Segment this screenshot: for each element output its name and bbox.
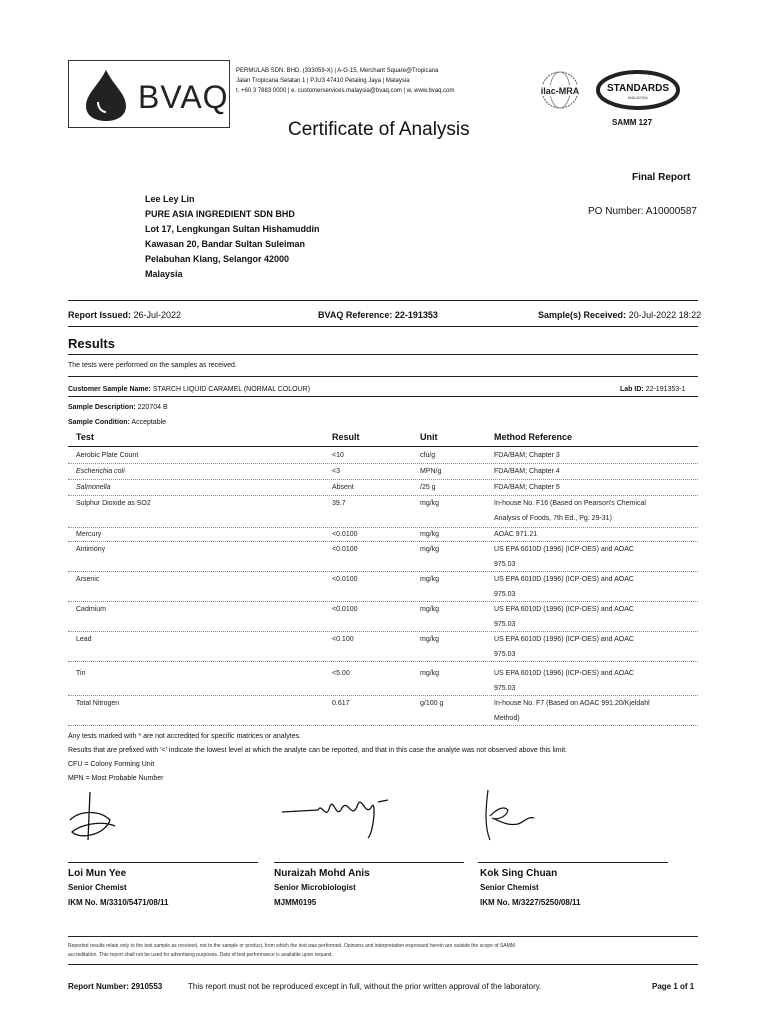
test-unit: mg/kg bbox=[420, 606, 440, 613]
test-unit: mg/kg bbox=[420, 636, 440, 643]
test-method: FDA/BAM; Chapter 4 bbox=[494, 468, 560, 475]
bvaq-reference-label: BVAQ Reference: bbox=[318, 310, 393, 320]
test-result: Absent bbox=[332, 484, 354, 491]
row-divider bbox=[68, 479, 698, 480]
test-method: US EPA 6010D (1996) (ICP-OES) and AOAC bbox=[494, 670, 634, 677]
results-heading: Results bbox=[68, 336, 115, 351]
lab-address-line: Jalan Tropicana Selatan 1 | PJU3 47410 Petaling Jaya | Malaysia bbox=[236, 78, 410, 84]
test-method-cont: Analysis of Foods, 7th Ed., Pg. 29-31) bbox=[494, 515, 612, 522]
test-name: Total Nitrogen bbox=[76, 700, 120, 707]
note-line: CFU = Colony Forming Unit bbox=[68, 761, 155, 768]
row-divider bbox=[68, 661, 698, 662]
test-result: <0.0100 bbox=[332, 606, 358, 613]
customer-line: PURE ASIA INGREDIENT SDN BHD bbox=[145, 209, 295, 219]
customer-sample-name bbox=[68, 384, 310, 395]
ilac-label: ilac-MRA bbox=[540, 86, 580, 96]
note-line: Results that are prefixed with '<' indicate the lowest level at which the analyte can be reported, and that in this case the analyte was not observed above this limit. bbox=[68, 747, 567, 754]
samples-received bbox=[538, 310, 701, 321]
signatory-block bbox=[68, 868, 169, 907]
test-method: US EPA 6010D (1996) (ICP-OES) and AOAC bbox=[494, 546, 634, 553]
lab-address bbox=[236, 66, 454, 96]
row-divider bbox=[68, 463, 698, 464]
report-number: Report Number: 2910553 bbox=[68, 982, 163, 991]
standards-malaysia-logo-icon bbox=[596, 70, 680, 110]
page-number: Page 1 of 1 bbox=[652, 982, 695, 991]
bvaq-drop-logo-icon bbox=[78, 68, 134, 122]
test-method-cont: Method) bbox=[494, 715, 520, 722]
test-result: 39.7 bbox=[332, 500, 346, 507]
test-name: Antimony bbox=[76, 546, 106, 553]
signature-line bbox=[68, 862, 258, 863]
lab-address-line: t. +60 3 7883 0000 | e. customerservices.malaysia@bvaq.com | w. www.bvaq.com bbox=[236, 88, 455, 94]
customer-line: Pelabuhan Klang, Selangor 42000 bbox=[145, 254, 290, 264]
signatory-reg: IKM No. M/3310/5471/08/11 bbox=[68, 898, 169, 907]
sample-condition bbox=[68, 417, 166, 428]
sample-condition-value: Acceptable bbox=[131, 419, 167, 426]
samm-number: SAMM 127 bbox=[612, 118, 653, 127]
notes bbox=[68, 730, 567, 786]
test-method: FDA/BAM; Chapter 5 bbox=[494, 484, 560, 491]
divider bbox=[68, 376, 698, 377]
note-line: MPN = Most Probable Number bbox=[68, 775, 164, 782]
bvaq-reference-value: 22-191353 bbox=[394, 310, 438, 320]
test-result: 0.617 bbox=[332, 700, 350, 707]
signatory-role: Senior Chemist bbox=[68, 883, 127, 892]
test-result: <5.00 bbox=[332, 670, 350, 677]
test-method: US EPA 6010D (1996) (ICP-OES) and AOAC bbox=[494, 606, 634, 613]
document-title: Certificate of Analysis bbox=[288, 119, 470, 140]
test-unit: mg/kg bbox=[420, 500, 440, 507]
sample-name-value: STARCH LIQUID CARAMEL (NORMAL COLOUR) bbox=[152, 386, 311, 393]
test-name: Salmonella bbox=[76, 484, 111, 491]
final-report-label: Final Report bbox=[632, 172, 691, 183]
customer-line: Lot 17, Lengkungan Sultan Hishamuddin bbox=[145, 224, 320, 234]
test-method: US EPA 6010D (1996) (ICP-OES) and AOAC bbox=[494, 636, 634, 643]
test-result: <0.100 bbox=[332, 636, 354, 643]
signatory-block bbox=[274, 868, 370, 907]
sample-name-label: Customer Sample Name: bbox=[68, 386, 151, 393]
test-result: <0.0100 bbox=[332, 531, 358, 538]
test-result: <3 bbox=[332, 468, 340, 475]
table-header-row bbox=[68, 430, 698, 446]
row-divider bbox=[68, 527, 698, 528]
performed-note: The tests were performed on the samples as received. bbox=[68, 362, 237, 369]
po-number: PO Number: A10000587 bbox=[588, 206, 697, 217]
column-header-test: Test bbox=[76, 432, 94, 442]
test-result: <10 bbox=[332, 452, 344, 459]
column-header-method: Method Reference bbox=[494, 432, 573, 442]
sample-description-value: 220704 B bbox=[137, 404, 168, 411]
disclaimer-line: Reported results relate only to the test sample as received, not to the sample or product, from which the test was performed. Opinions and interpretation expressed herein are outside the scope of SAMM bbox=[68, 943, 515, 949]
test-result: <0.0100 bbox=[332, 546, 358, 553]
signatory-name: Kok Sing Chuan bbox=[480, 868, 558, 879]
note-line: Any tests marked with * are not accredited for specific matrices or analytes. bbox=[68, 733, 302, 740]
test-method-cont: 975.03 bbox=[494, 561, 516, 568]
column-header-result: Result bbox=[332, 432, 360, 442]
samples-received-value: 20-Jul-2022 18:22 bbox=[628, 310, 702, 320]
divider bbox=[68, 446, 698, 447]
report-issued bbox=[68, 310, 181, 321]
test-method: AOAC 971.21 bbox=[494, 531, 538, 538]
divider bbox=[68, 300, 698, 301]
standards-label: STANDARDS bbox=[606, 83, 670, 94]
test-name: Tin bbox=[76, 670, 86, 677]
sample-description bbox=[68, 402, 168, 413]
signatory-role: Senior Chemist bbox=[480, 883, 539, 892]
test-unit: g/100 g bbox=[420, 700, 444, 707]
signatory-name: Nuraizah Mohd Anis bbox=[274, 868, 370, 879]
report-issued-value: 26-Jul-2022 bbox=[133, 310, 182, 320]
test-name: Aerobic Plate Count bbox=[76, 452, 139, 459]
test-method-cont: 975.03 bbox=[494, 651, 516, 658]
disclaimer bbox=[68, 942, 698, 960]
disclaimer-line: accreditation. This report shall not be used for advertising purposes. Date of test performance is available upon request. bbox=[68, 952, 333, 958]
test-unit: /25 g bbox=[420, 484, 436, 491]
signature-line bbox=[274, 862, 464, 863]
ilac-mra-logo-icon bbox=[530, 70, 590, 110]
lab-id bbox=[620, 384, 685, 395]
reproduction-note: This report must not be reproduced except in full, without the prior written approval of the laboratory. bbox=[188, 982, 542, 991]
standards-sub: MALAYSIA bbox=[628, 95, 648, 100]
test-result: <0.0100 bbox=[332, 576, 358, 583]
test-method: In-house No. F7 (Based on AOAC 991.20/Kjeldahl bbox=[494, 700, 650, 707]
divider bbox=[68, 354, 698, 355]
signatory-reg: MJMM0195 bbox=[274, 898, 317, 907]
test-unit: cfu/g bbox=[420, 452, 436, 459]
signature-loi-mun-yee-icon bbox=[60, 790, 130, 850]
test-method-cont: 975.03 bbox=[494, 591, 516, 598]
report-issued-label: Report Issued: bbox=[68, 310, 132, 320]
lab-id-label: Lab ID: bbox=[620, 386, 644, 393]
test-unit: mg/kg bbox=[420, 670, 440, 677]
customer-address bbox=[145, 192, 320, 282]
divider bbox=[68, 936, 698, 937]
column-header-unit: Unit bbox=[420, 432, 438, 442]
divider bbox=[68, 396, 698, 397]
test-name: Cadmium bbox=[76, 606, 106, 613]
test-unit: mg/kg bbox=[420, 576, 440, 583]
test-method: US EPA 6010D (1996) (ICP-OES) and AOAC bbox=[494, 576, 634, 583]
bvaq-reference bbox=[318, 310, 438, 321]
sample-description-label: Sample Description: bbox=[68, 404, 136, 411]
test-unit: mg/kg bbox=[420, 531, 440, 538]
customer-line: Lee Ley Lin bbox=[145, 194, 195, 204]
test-name: Mercury bbox=[76, 531, 102, 538]
signatory-reg: IKM No. M/3227/5250/08/11 bbox=[480, 898, 581, 907]
signatory-role: Senior Microbiologist bbox=[274, 883, 356, 892]
test-method: In-house No. F16 (Based on Pearson's Chemical bbox=[494, 500, 646, 507]
signatory-name: Loi Mun Yee bbox=[68, 868, 127, 879]
customer-line: Malaysia bbox=[145, 269, 183, 279]
row-divider bbox=[68, 725, 698, 726]
lab-id-value: 22-191353-1 bbox=[645, 386, 686, 393]
divider bbox=[68, 964, 698, 965]
test-method: FDA/BAM; Chapter 3 bbox=[494, 452, 560, 459]
signatory-block bbox=[480, 868, 581, 907]
test-unit: mg/kg bbox=[420, 546, 440, 553]
test-method-cont: 975.03 bbox=[494, 621, 516, 628]
test-name: Arsenic bbox=[76, 576, 100, 583]
test-name: Escherichia coli bbox=[76, 468, 125, 475]
lab-address-line: PERMULAB SDN. BHD. (333059-X) | A-G-15, Merchant Square@Tropicana bbox=[236, 68, 439, 74]
sample-condition-label: Sample Condition: bbox=[68, 419, 130, 426]
samples-received-label: Sample(s) Received: bbox=[538, 310, 627, 320]
divider bbox=[68, 326, 698, 327]
signature-kok-sing-chuan-icon bbox=[478, 786, 548, 846]
signature-nuraizah-icon bbox=[278, 792, 408, 842]
signature-line bbox=[478, 862, 668, 863]
test-method-cont: 975.03 bbox=[494, 685, 516, 692]
test-name: Lead bbox=[76, 636, 92, 643]
test-unit: MPN/g bbox=[420, 468, 442, 475]
test-name: Sulphur Dioxide as SO2 bbox=[76, 500, 151, 507]
customer-line: Kawasan 20, Bandar Sultan Suleiman bbox=[145, 239, 306, 249]
logo-text: BVAQ bbox=[138, 79, 229, 115]
